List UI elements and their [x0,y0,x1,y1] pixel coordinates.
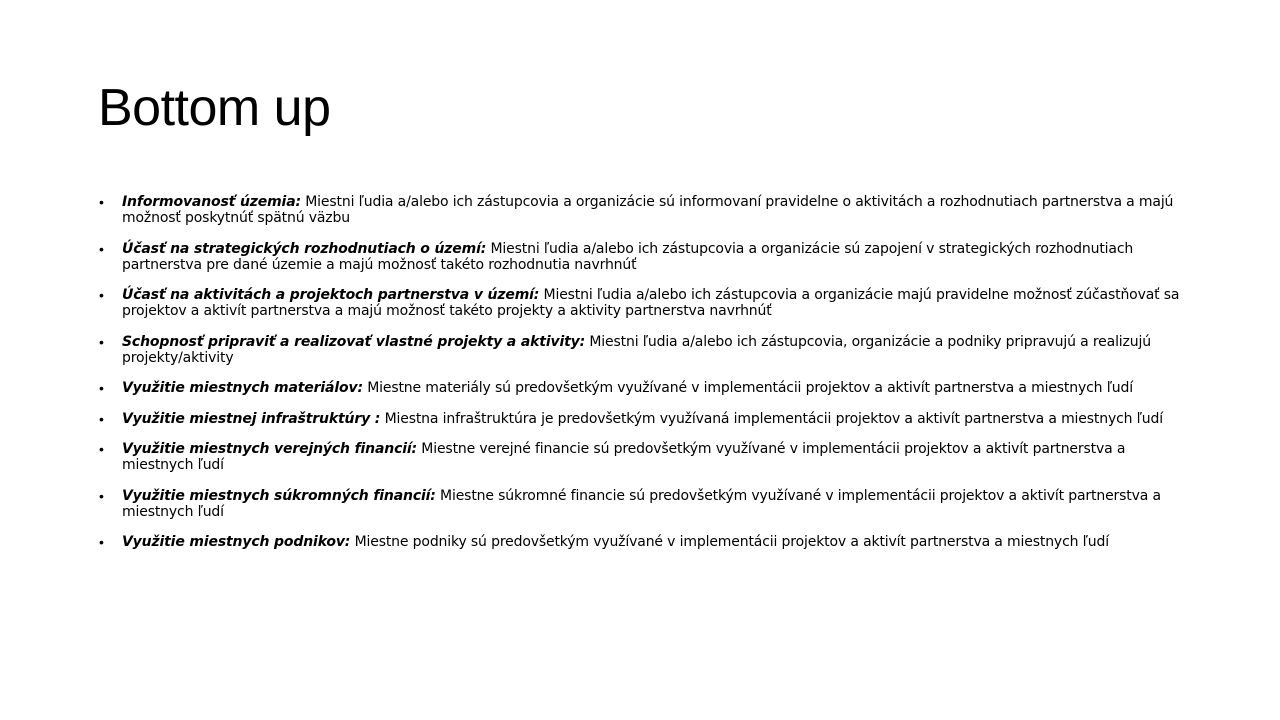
bullet-item-strategicke-rozhodnutia [98,241,1198,273]
bullet-text: Miestni ľudia a/alebo ich zástupcovia a organizácie sú informovaní pravidelne o aktivitách a rozhodnutiach partnerstva a majú možnosť poskytnúť spätnú väzbu [122,194,1174,226]
bullet-dot-icon: • [99,194,104,210]
bullet-text: Miestne súkromné financie sú predovšetkým využívané v implementácii projektov a aktivít partnerstva a miestnych ľudí [122,487,1161,520]
bullet-label: Využitie miestnej infraštruktúry : [122,410,381,427]
bullet-dot-icon: • [99,534,104,550]
bullet-label: Využitie miestnych podnikov: [122,534,351,550]
bullet-text: Miestni ľudia a/alebo ich zástupcovia a organizácie majú pravidelne možnosť zúčastňovať sa projektov a aktivít partnerstva a majú možnosť takéto projekty a aktivity partnerstva navrhnúť [122,287,1180,319]
bullet-dot-icon: • [99,410,104,427]
bullet-item-podniky [98,534,1198,550]
bullet-label: Využitie miestnych verejných financií: [122,441,417,457]
bullet-item-verejne-financie [98,441,1198,473]
bullet-item-schopnost [98,334,1198,366]
bullet-label: Účasť na aktivitách a projektoch partnerstva v území: [122,287,540,303]
bullet-text: Miestne materiály sú predovšetkým využívané v implementácii projektov a aktivít partnerstva a miestnych ľudí [362,380,1133,396]
bullet-dot-icon: • [99,333,104,350]
bullet-text: Miestni ľudia a/alebo ich zástupcovia a organizácie sú zapojení v strategických rozhodnutiach partnerstva pre dané územie a majú možnosť takéto rozhodnutia navrhnúť [122,240,1134,273]
bullet-text: Miestna infraštruktúra je predovšetkým využívaná implementácii projektov a aktivít partnerstva a miestnych ľudí [380,410,1163,427]
bullet-label: Schopnosť pripraviť a realizovať vlastné projekty a aktivity: [122,333,586,350]
bullet-dot-icon: • [99,441,104,457]
bullet-dot-icon: • [99,487,104,504]
bullet-text: Miestni ľudia a/alebo ich zástupcovia, organizácie a podniky pripravujú a realizujú projekty/aktivity [122,333,1151,366]
bullet-label: Informovanosť územia: [122,194,301,210]
bullet-dot-icon: • [99,240,104,257]
bullet-label: Využitie miestnych súkromných financií: [122,487,436,504]
bullet-item-materialy [98,380,1198,396]
bullet-text: Miestne verejné financie sú predovšetkým využívané v implementácii projektov a aktivít partnerstva a miestnych ľudí [122,441,1126,473]
bullet-item-infrastruktura [98,411,1198,427]
bullet-item-sukromne-financie [98,488,1198,520]
bullet-text: Miestne podniky sú predovšetkým využívané v implementácii projektov a aktivít partnerstva a miestnych ľudí [350,534,1109,550]
bullet-label: Účasť na strategických rozhodnutiach o území: [122,240,487,257]
bullet-label: Využitie miestnych materiálov: [122,380,363,396]
bullet-item-aktivity-projekty [98,287,1198,319]
bullet-dot-icon: • [99,287,104,303]
bullet-list [98,194,1198,565]
bullet-item-informovanost [98,194,1198,226]
slide-title: Bottom up [98,79,331,137]
bullet-dot-icon: • [99,380,104,396]
